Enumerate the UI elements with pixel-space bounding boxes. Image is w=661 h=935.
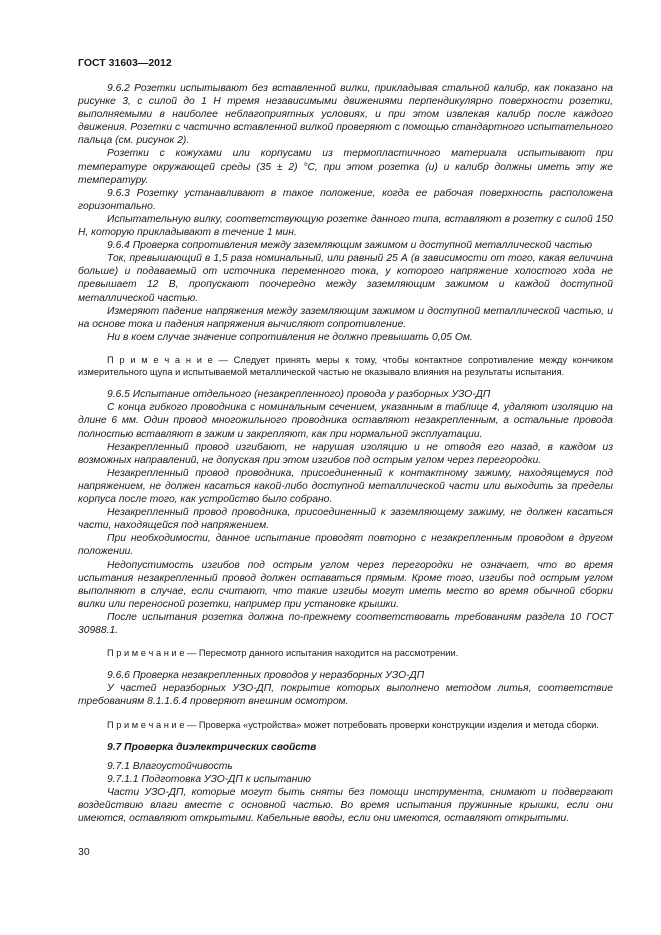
paragraph: Ток, превышающий в 1,5 раза номинальный, или равный 25 А (в зависимости от того, какая величина больше) и подаваемый от источника переменного тока, у которого напряжение холостого хода не превышает 12 В, пропускают поочередно между заземляющим зажимом и каждой доступной металлической частью. xyxy=(78,253,613,304)
paragraph: Испытательную вилку, соответствующую розетке данного типа, вставляют в розетку с силой 150 Н, которую прикладывают в течение 1 мин. xyxy=(78,213,613,239)
paragraph: Части УЗО-ДП, которые могут быть сняты без помощи инструмента, снимают и подвергают воздействию влаги вместе с основной частью. Во время испытания пружинные крышки, если они имеются, оставляют открытыми. Кабельные вводы, если они имеются, оставляют открытыми. xyxy=(78,787,613,825)
page-number: 30 xyxy=(78,846,90,858)
note: П р и м е ч а н и е — Пересмотр данного испытания находится на рассмотрении. xyxy=(107,648,459,659)
section-heading-9-7: 9.7 Проверка диэлектрических свойств xyxy=(107,741,317,753)
paragraph: Незакрепленный провод изгибают, не нарушая изоляцию и не отводя его назад, в каждом из возможных направлений, не допуская при этом изгибов под острым углом через перегородки. xyxy=(78,441,613,466)
paragraph-9-6-3: 9.6.3 Розетку устанавливают в такое положение, когда ее рабочая поверхность расположена горизонтально. xyxy=(78,187,613,212)
paragraph: Недопустимость изгибов под острым углом через перегородки не означает, что во время испытания незакрепленный провод должен оставаться прямым. Кроме того, изгибы под острым углом выполняют в случае, если считают, что такие изгибы могут иметь место во время обычной сборки вилки или переносной розетки, например при установке крышки. xyxy=(78,559,613,610)
paragraph-9-6-6: 9.6.6 Проверка незакрепленных проводов у неразборных УЗО-ДП xyxy=(107,670,425,682)
paragraph: Розетки с кожухами или корпусами из термопластичного материала испытывают при температуре окружающей среды (35 ± 2) °С, при этом розетка (и) и калибр должны иметь эту же температуру. xyxy=(78,148,613,186)
document-body xyxy=(78,82,613,825)
paragraph: При необходимости, данное испытание проводят повторно с незакрепленным проводом в другом положении. xyxy=(78,533,613,558)
paragraph: Незакрепленный провод проводника, присоединенный к контактному зажиму, находящемуся под напряжением, не должен касаться какой-либо доступной металлической части или выходить за пределы корпуса после того, как устройство было собрано. xyxy=(78,467,613,506)
subsection-9-7-1-1: 9.7.1.1 Подготовка УЗО-ДП к испытанию xyxy=(107,773,311,785)
paragraph-9-6-2: 9.6.2 Розетки испытывают без вставленной вилки, прикладывая стальной калибр, как показано на рисунке 3, с силой до 1 Н тремя независимыми движениями перпендикулярно поверхности розетки, выполняемыми в наиболее неблагоприятных условиях, и при этом извлекая калибр после каждого движения. Розетки с частично вставленной вилкой проверяют с помощью стандартного испытательного пальца (см. рисунок 2). xyxy=(78,83,613,147)
subsection-9-7-1: 9.7.1 Влагоустойчивость xyxy=(107,760,233,772)
paragraph-9-6-5: 9.6.5 Испытание отдельного (незакрепленного) провода у разборных УЗО-ДП xyxy=(107,389,491,401)
paragraph: С конца гибкого проводника с номинальным сечением, указанным в таблице 4, удаляют изоляцию на длине 6 мм. Один провод многожильного проводника оставляют незакрепленным, а остальные провода полностью вставляют в зажим и закрепляют, как при нормальной эксплуатации. xyxy=(78,402,613,440)
note: П р и м е ч а н и е — Проверка «устройства» может потребовать проверки конструкции изделия и метода сборки. xyxy=(107,719,599,730)
document-header: ГОСТ 31603—2012 xyxy=(78,57,172,69)
paragraph: После испытания розетка должна по-прежнему соответствовать требованиям раздела 10 ГОСТ 30988.1. xyxy=(78,611,613,636)
paragraph: Незакрепленный провод проводника, присоединенный к заземляющему зажиму, не должен касаться части, находящейся под напряжением. xyxy=(78,507,613,532)
note: П р и м е ч а н и е — Следует принять меры к тому, чтобы контактное сопротивление между кончиком измерительного щупа и испытываемой металлической частью не оказывало влияния на результаты испытания. xyxy=(78,354,613,378)
paragraph: У частей неразборных УЗО-ДП, покрытие которых выполнено методом литья, соответствие требованиям 8.1.1.6.4 проверяют внешним осмотром. xyxy=(78,683,613,708)
paragraph: Измеряют падение напряжения между заземляющим зажимом и доступной металлической частью, и на основе тока и падения напряжения вычисляют сопротивление. xyxy=(78,305,613,330)
paragraph-9-6-4: 9.6.4 Проверка сопротивления между заземляющим зажимом и доступной металлической частью xyxy=(107,240,593,252)
paragraph: Ни в коем случае значение сопротивления не должно превышать 0,05 Ом. xyxy=(107,331,473,343)
